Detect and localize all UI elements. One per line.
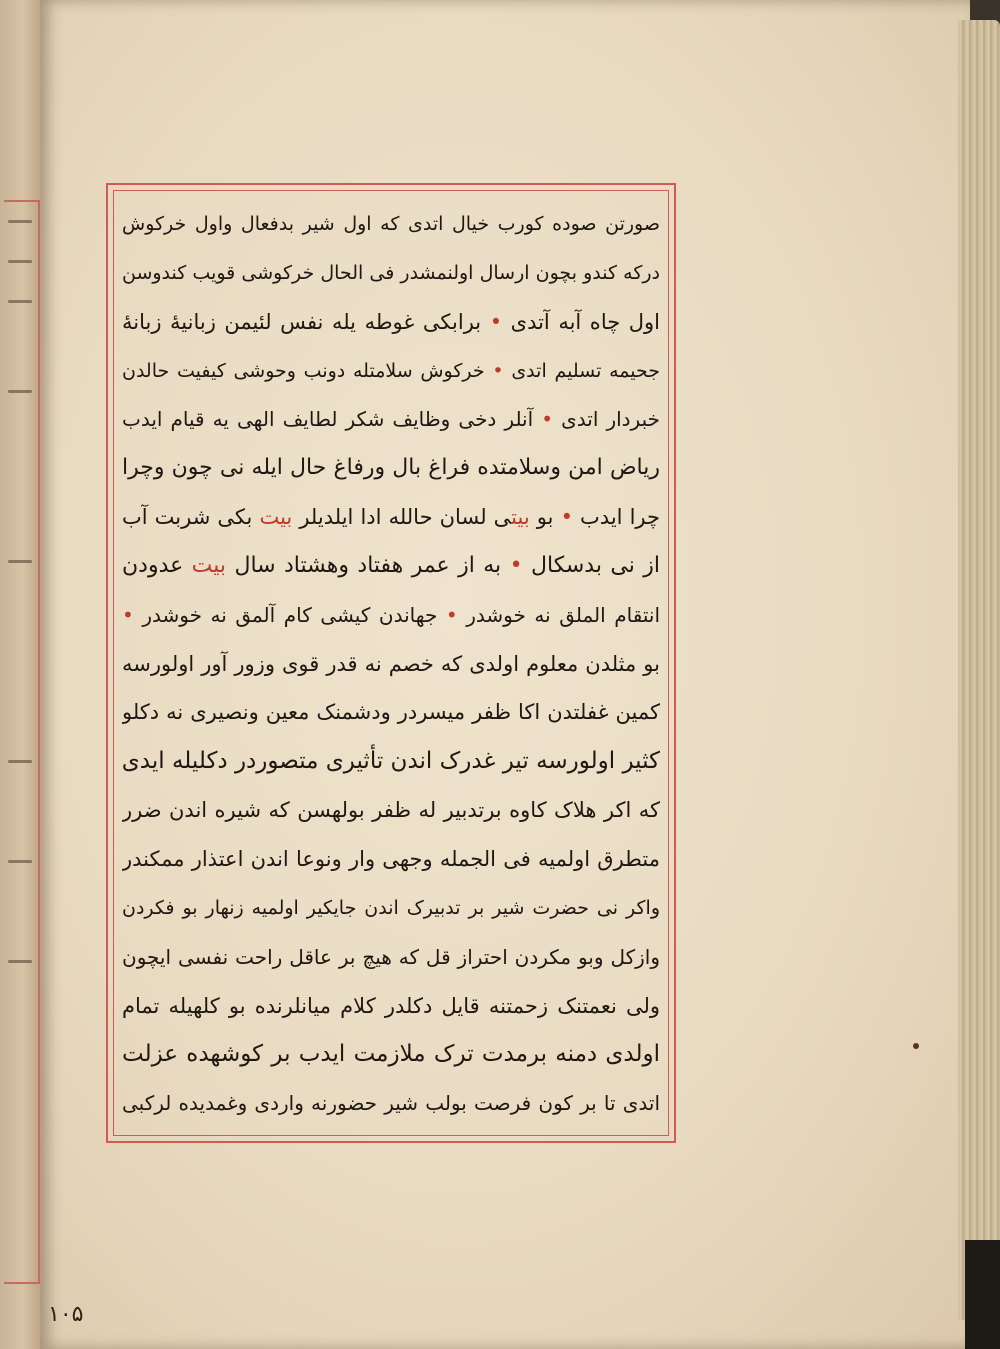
text-line: چرا ایدب • بو بیتی لسان حالله ادا ایلدیلر بیت بکی شربت آب (122, 505, 660, 530)
text-line: واکر نی حضرت شیر بر تدبیرک اندن جایکیر اولمیه زنهار بو فکردن (122, 896, 660, 919)
rubric-word: بیت (191, 552, 227, 578)
text-line: اتدی تا بر کون فرصت بولب شیر حضورنه واردی وغمدیده لرکبی (122, 1091, 660, 1116)
text-line: از نی بدسکال • به از عمر هفتاد وهشتاد سال بیت عدودن (122, 552, 660, 578)
folio-number: ۱۰۵ (48, 1302, 84, 1327)
left-page-text-fragment (8, 860, 32, 863)
left-page-text-fragment (8, 390, 32, 393)
text-line: بو مثلدن معلوم اولدی که خصم نه قدر قوی وزور آور اولورسه (122, 651, 660, 676)
text-line: درکه کندو بچون ارسال اولنمشدر فی الحال خرکوشی قویب کندوسن (122, 261, 660, 284)
left-page-text-fragment (8, 260, 32, 263)
rubric-dot: • (122, 602, 134, 627)
text-line: ریاض امن وسلامتده فراغ بال ورفاغ حال ایله نی چون وچرا (122, 455, 660, 481)
left-page-text-fragment (8, 300, 32, 303)
background-corner (965, 1240, 1000, 1349)
text-line: وازکل وبو مکردن احتراز قل که هیچ بر عاقل راحت نفسی ایچون (122, 944, 660, 969)
rubric-dot: • (509, 552, 523, 578)
rubric-word: بیت (259, 505, 293, 530)
page-edges (958, 20, 1000, 1320)
text-line: اولدی دمنه برمدت ترک ملازمت ایدب بر کوشهده عزلت (122, 1041, 660, 1068)
text-line: متطرق اولمیه فی الجمله وجهی وار ونوعا اندن اعتذار ممکندر (122, 846, 660, 871)
text-line: خبردار اتدی • آنلر دخی وظایف شکر لطایف الهی یه قیام ایدب (122, 407, 660, 432)
left-page-text-fragment (8, 960, 32, 963)
text-line: صورتن صوده کورب خیال اتدی که اول شیر بدفعال واول خرکوش (122, 213, 660, 235)
rubric-dot: • (560, 505, 573, 530)
rubric-dot: • (489, 309, 503, 334)
rubric-word: بیت (511, 505, 530, 530)
text-line: کمین غفلتدن اکا ظفر میسردر ودشمنک معین ونصیری نه دکلو (122, 700, 660, 725)
text-line: که اکر هلاک کاوه برتدبیر له ظفر بولهسن که شیره اندن ضرر (122, 798, 660, 823)
text-block-frame (106, 183, 676, 1143)
left-page-text-fragment (8, 760, 32, 763)
text-lines (122, 199, 660, 1127)
rubric-dot: • (492, 359, 504, 382)
text-line: انتقام الملق نه خوشدر • جهاندن کیشی کام آلمق نه خوشدر • (122, 602, 660, 627)
ink-mark (913, 1043, 919, 1049)
left-page-text-fragment (8, 220, 32, 223)
text-line: کثیر اولورسه تیر غدرک اندن تأثیری متصوردر دکلیله ایدی (122, 748, 660, 775)
left-page-frame (4, 200, 40, 1284)
rubric-dot: • (541, 407, 554, 432)
text-line: جحیمه تسلیم اتدی • خرکوش سلامتله دونب وحوشی کیفیت حالدن (122, 359, 660, 382)
left-page-text-fragment (8, 560, 32, 563)
text-line: ولی نعمتنک زحمتنه قایل دکلدر کلام میانلرنده بو کلهیله تمام (122, 993, 660, 1018)
text-line: اول چاه آبه آتدی • برابکی غوطه یله نفس لئیمن زبانیهٔ زبانهٔ (122, 309, 660, 334)
rubric-dot: • (445, 602, 458, 627)
